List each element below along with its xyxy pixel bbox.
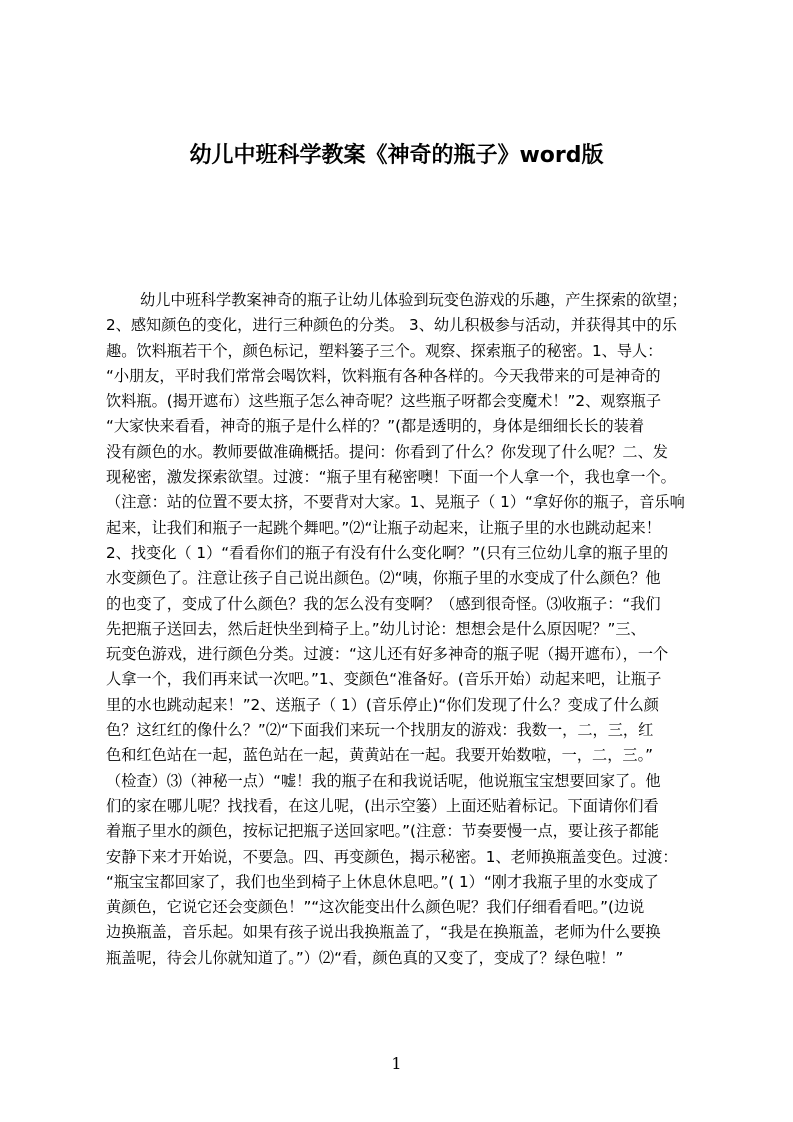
body-line: 人拿一个，我们再来试一次吧。”1、变颜色“准备好。(音乐开始）动起来吧，让瓶子	[106, 670, 662, 689]
document-title: 幼儿中班科学教案《神奇的瓶子》word版	[189, 143, 604, 168]
body-line: 玩变色游戏，进行颜色分类。过渡：“这儿还有好多神奇的瓶子呢（揭开遮布），一个	[106, 645, 669, 664]
body-line: 没有颜色的水。教师要做准确概括。提问：你看到了什么？你发现了什么呢？二、发	[106, 442, 668, 461]
body-line: “大家快来看看，神奇的瓶子是什么样的？”(都是透明的，身体是细细长长的装着	[106, 417, 645, 436]
body-line: 2、感知颜色的变化，进行三种颜色的分类。 3、幼儿积极参与活动，并获得其中的乐	[106, 316, 677, 335]
body-line: 瓶盖呢，待会儿你就知道了。”）⑵“看，颜色真的又变了，变成了？绿色啦！”	[106, 948, 624, 967]
body-line: 趣。饮料瓶若干个，颜色标记，塑料篓子三个。观察、探索瓶子的秘密。1、导人：	[106, 341, 663, 360]
document-body	[106, 288, 696, 971]
body-line: 的也变了，变成了什么颜色？我的怎么没有变啊？（感到很奇怪。⑶收瓶子：“我们	[106, 594, 661, 613]
body-line: 色？这红红的像什么？”⑵“下面我们来玩一个找朋友的游戏：我数一，二，三，红	[106, 721, 654, 740]
body-line: 现秘密，激发探索欲望。过渡：“瓶子里有秘密噢！下面一个人拿一个，我也拿一个。	[106, 468, 676, 487]
body-line: 着瓶子里水的颜色，按标记把瓶子送回家吧。”(注意：节奏要慢一点，要让孩子都能	[106, 822, 659, 841]
body-line: 先把瓶子送回去，然后赶快坐到椅子上。”幼儿讨论：想想会是什么原因呢？”三、	[106, 619, 646, 638]
page-number: 1	[391, 1054, 402, 1073]
body-line: 安静下来才开始说，不要急。四、再变颜色，揭示秘密。1、老师换瓶盖变色。过渡：	[106, 847, 678, 866]
body-line: 色和红色站在一起，蓝色站在一起，黄黄站在一起。我要开始数啦，一，二，三。”	[106, 746, 654, 765]
body-line: 水变颜色了。注意让孩子自己说出颜色。⑵“咦，你瓶子里的水变成了什么颜色？他	[106, 569, 661, 588]
body-line: 里的水也跳动起来！”2、送瓶子（ 1）(音乐停止)“你们发现了什么？变成了什么颜	[106, 695, 659, 714]
body-line: 饮料瓶。(揭开遮布）这些瓶子怎么神奇呢？这些瓶子呀都会变魔术！”2、观察瓶子	[106, 392, 662, 411]
body-line: “小朋友，平时我们常常会喝饮料，饮料瓶有各种各样的。今天我带来的可是神奇的	[106, 366, 661, 385]
body-line: 们的家在哪儿呢？找找看，在这儿呢，(出示空篓）上面还贴着标记。下面请你们看	[106, 796, 659, 815]
body-line: 黄颜色，它说它还会变颜色！”“这次能变出什么颜色呢？我们仔细看看吧。”(边说	[106, 898, 645, 917]
body-line: （注意：站的位置不要太挤，不要背对大家。1、晃瓶子（ 1）“拿好你的瓶子，音乐响	[106, 493, 685, 512]
body-line: 起来，让我们和瓶子一起跳个舞吧。”⑵“让瓶子动起来，让瓶子里的水也跳动起来！	[106, 518, 661, 537]
body-line: “瓶宝宝都回家了，我们也坐到椅子上休息休息吧。”( 1）“刚才我瓶子里的水变成了	[106, 872, 659, 891]
body-line: 边换瓶盖，音乐起。如果有孩子说出我换瓶盖了，“我是在换瓶盖，老师为什么要换	[106, 923, 661, 942]
body-line: 2、找变化（ 1）“看看你们的瓶子有没有什么变化啊？”(只有三位幼儿拿的瓶子里的	[106, 543, 669, 562]
body-line: 幼儿中班科学教案神奇的瓶子让幼儿体验到玩变色游戏的乐趣，产生探索的欲望；	[140, 291, 687, 309]
body-line: （检查）⑶（神秘一点）“嘘！我的瓶子在和我说话呢，他说瓶宝宝想要回家了。他	[106, 771, 661, 790]
